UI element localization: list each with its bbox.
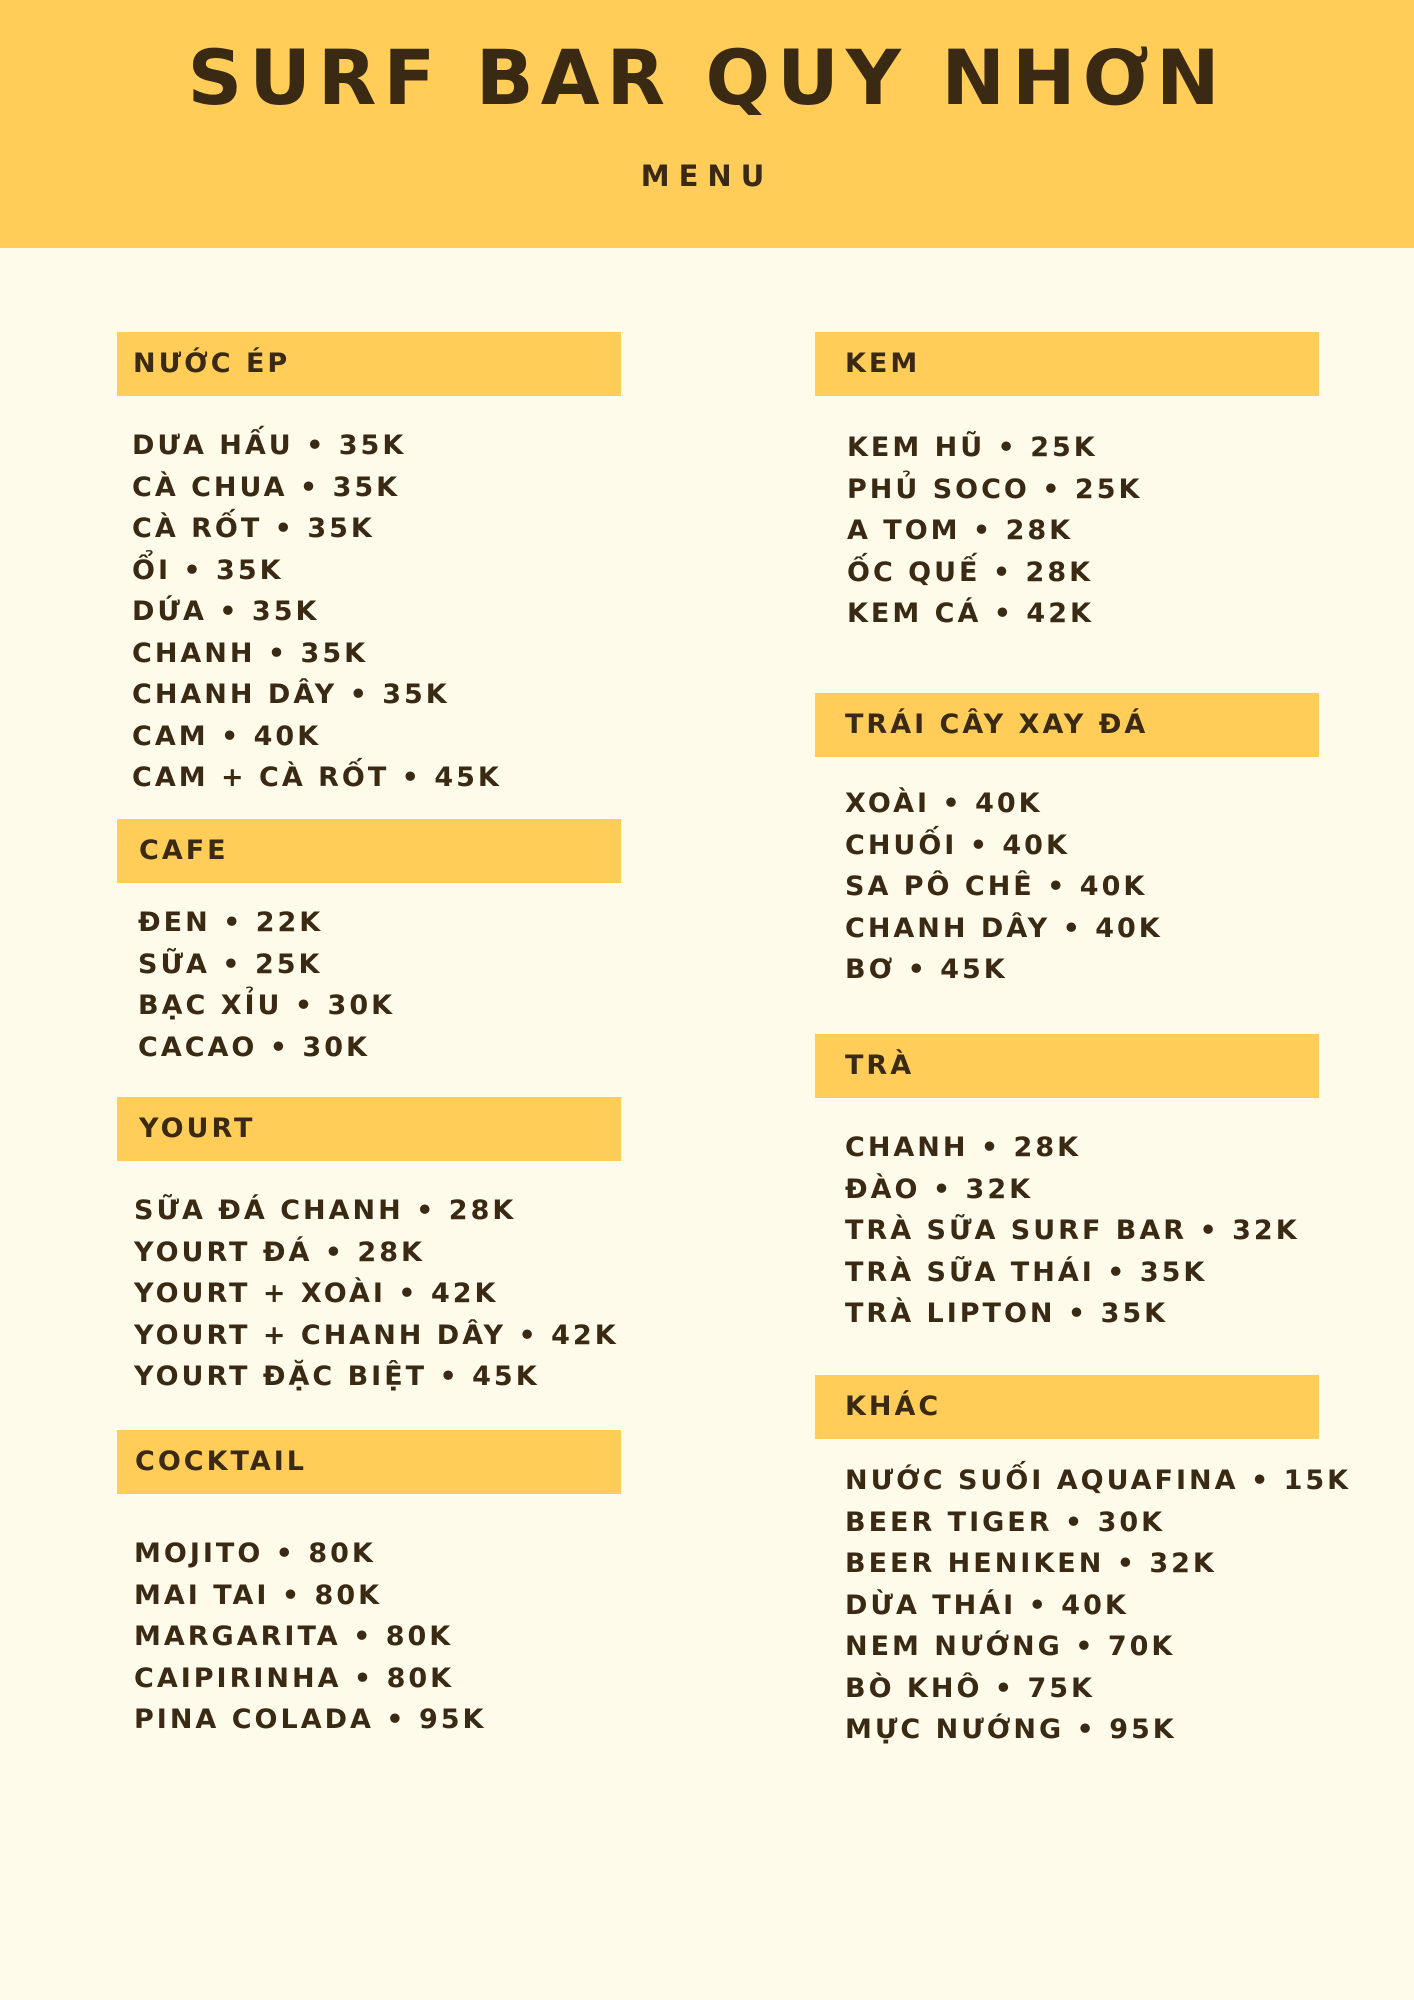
menu-item: TRÀ SỮA SURF BAR • 32K (845, 1215, 1300, 1246)
menu-item: BEER HENIKEN • 32K (845, 1548, 1217, 1579)
menu-item: DỪA THÁI • 40K (845, 1589, 1129, 1621)
section-title-tra: TRÀ (845, 1050, 915, 1081)
menu-item: BẠC XỈU • 30K (138, 990, 396, 1021)
section-header-trai-cay-xay-da (815, 693, 1319, 757)
section-header-cafe (117, 819, 621, 883)
section-header-tra (815, 1034, 1319, 1098)
menu-item: PINA COLADA • 95K (134, 1704, 487, 1735)
menu-item: DƯA HẤU • 35K (132, 430, 407, 461)
menu-item: CHANH DÂY • 40K (845, 912, 1163, 944)
section-items-cafe (138, 902, 395, 1068)
menu-item: CAM + CÀ RỐT • 45K (132, 762, 502, 793)
section-header-kem (815, 332, 1319, 396)
menu-item: MỰC NƯỚNG • 95K (845, 1714, 1177, 1745)
menu-header (0, 0, 1414, 248)
menu-item: YOURT + CHANH DÂY • 42K (134, 1319, 619, 1351)
menu-item: BƠ • 45K (845, 954, 1008, 985)
section-header-cocktail (117, 1430, 621, 1494)
menu-item: PHỦ SOCO • 25K (847, 473, 1143, 505)
section-items-khac (845, 1460, 1351, 1751)
section-title-cocktail: COCKTAIL (135, 1446, 307, 1477)
section-title-kem: KEM (845, 348, 921, 379)
menu-item: YOURT + XOÀI • 42K (134, 1278, 499, 1309)
section-header-khac (815, 1375, 1319, 1439)
section-title-nuoc-ep: NƯỚC ÉP (133, 348, 291, 379)
menu-item: NEM NƯỚNG • 70K (845, 1631, 1176, 1662)
menu-item: TRÀ SỮA THÁI • 35K (845, 1256, 1208, 1288)
menu-item: CACAO • 30K (138, 1031, 370, 1063)
menu-item: MOJITO • 80K (134, 1538, 376, 1569)
menu-item: ĐÀO • 32K (845, 1173, 1034, 1205)
section-title-yourt: YOURT (139, 1113, 256, 1144)
menu-item: A TOM • 28K (847, 515, 1074, 546)
menu-item: SỮA ĐÁ CHANH • 28K (134, 1195, 517, 1226)
menu-item: CAIPIRINHA • 80K (134, 1662, 455, 1694)
menu-item: TRÀ LIPTON • 35K (845, 1298, 1169, 1329)
menu-subtitle: MENU (640, 159, 774, 193)
menu-item: ĐEN • 22K (138, 907, 324, 938)
section-title-cafe: CAFE (139, 835, 229, 866)
section-header-yourt (117, 1097, 621, 1161)
section-title-khac: KHÁC (845, 1391, 942, 1422)
menu-item: CHANH DÂY • 35K (132, 679, 450, 710)
section-items-kem (847, 427, 1142, 635)
menu-item: MARGARITA • 80K (134, 1621, 454, 1652)
section-header-nuoc-ep (117, 332, 621, 396)
menu-item: ỐC QUẾ • 28K (847, 556, 1094, 588)
menu-item: YOURT ĐÁ • 28K (134, 1236, 425, 1268)
section-items-cocktail (134, 1533, 486, 1741)
menu-item: XOÀI • 40K (845, 788, 1043, 819)
menu-item: BEER TIGER • 30K (845, 1506, 1166, 1538)
section-items-nuoc-ep (132, 425, 502, 799)
menu-item: ỔI • 35K (132, 554, 284, 586)
menu-item: NƯỚC SUỐI AQUAFINA • 15K (845, 1465, 1352, 1496)
menu-item: YOURT ĐẶC BIỆT • 45K (134, 1361, 540, 1392)
menu-item: DỨA • 35K (132, 596, 320, 627)
page-title: SURF BAR QUY NHƠN (187, 33, 1227, 122)
menu-item: CHANH • 35K (132, 637, 369, 669)
menu-item: CÀ RỐT • 35K (132, 513, 375, 544)
menu-item: BÒ KHÔ • 75K (845, 1672, 1095, 1704)
menu-item: CHUỐI • 40K (845, 829, 1070, 861)
menu-item: KEM HŨ • 25K (847, 432, 1098, 463)
menu-item: SA PÔ CHÊ • 40K (845, 871, 1148, 902)
menu-item: CAM • 40K (132, 720, 322, 752)
section-items-trai-cay-xay-da (845, 783, 1163, 991)
section-items-yourt (134, 1190, 619, 1398)
section-items-tra (845, 1127, 1300, 1335)
menu-item: CHANH • 28K (845, 1132, 1082, 1163)
menu-item: CÀ CHUA • 35K (132, 471, 401, 503)
section-title-trai-cay-xay-da: TRÁI CÂY XAY ĐÁ (845, 709, 1149, 740)
menu-item: SỮA • 25K (138, 948, 323, 980)
menu-item: MAI TAI • 80K (134, 1579, 383, 1611)
menu-item: KEM CÁ • 42K (847, 598, 1094, 629)
